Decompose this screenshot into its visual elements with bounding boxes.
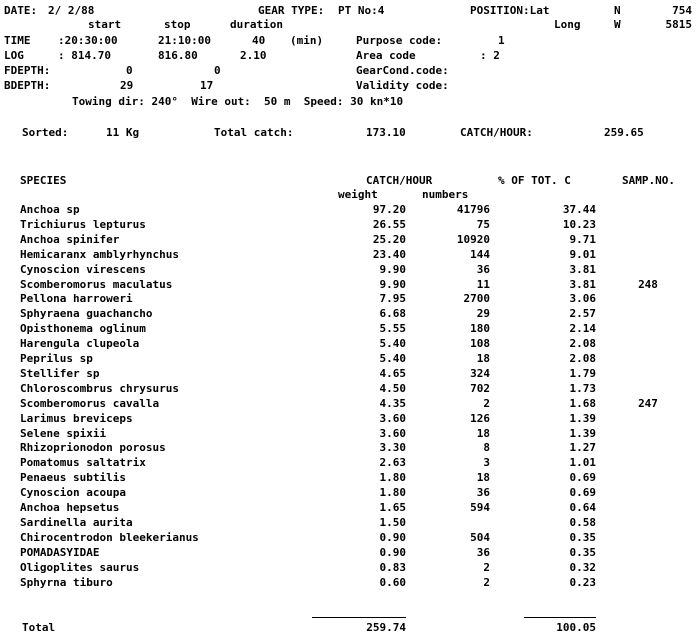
total-label: Total xyxy=(22,621,56,634)
numbers-cell: 75 xyxy=(476,218,490,231)
bdepth-stop: 17 xyxy=(200,79,214,92)
numbers-header: numbers xyxy=(422,188,469,201)
pct-cell: 0.58 xyxy=(569,516,596,529)
numbers-cell: 8 xyxy=(483,441,490,454)
species-cell: Sphyraena guachancho xyxy=(20,307,153,320)
numbers-cell: 324 xyxy=(470,367,490,380)
numbers-cell: 2 xyxy=(483,561,490,574)
fdepth-label: FDEPTH: xyxy=(4,64,51,77)
log-stop: 816.80 xyxy=(158,49,198,62)
species-cell: Trichiurus lepturus xyxy=(20,218,146,231)
species-header: SPECIES xyxy=(20,174,67,187)
species-cell: Stellifer sp xyxy=(20,367,100,380)
towing-line: Towing dir: 240° Wire out: 50 m Speed: 30 kn*10 xyxy=(72,95,404,108)
numbers-cell: 18 xyxy=(476,471,490,484)
pct-cell: 2.08 xyxy=(569,337,596,350)
weight-cell: 4.65 xyxy=(379,367,406,380)
total-weight: 259.74 xyxy=(366,621,406,634)
pct-cell: 9.01 xyxy=(569,248,596,261)
numbers-cell: 18 xyxy=(476,427,490,440)
pct-cell: 1.01 xyxy=(569,456,596,469)
long-hemisphere: W xyxy=(614,18,621,31)
numbers-cell: 180 xyxy=(470,322,490,335)
total-pct: 100.05 xyxy=(556,621,596,634)
species-cell: Pomatomus saltatrix xyxy=(20,456,146,469)
samp-cell: 248 xyxy=(638,278,658,291)
species-cell: Pellona harroweri xyxy=(20,292,133,305)
species-cell: Harengula clupeola xyxy=(20,337,140,350)
weight-cell: 1.65 xyxy=(379,501,406,514)
bdepth-start: 29 xyxy=(120,79,134,92)
area-label: Area code xyxy=(356,49,416,62)
species-cell: Larimus breviceps xyxy=(20,412,133,425)
pct-cell: 0.23 xyxy=(569,576,596,589)
weight-cell: 3.30 xyxy=(379,441,406,454)
weight-cell: 1.80 xyxy=(379,486,406,499)
weight-cell: 2.63 xyxy=(379,456,406,469)
weight-cell: 9.90 xyxy=(379,278,406,291)
species-cell: Chirocentrodon bleekerianus xyxy=(20,531,199,544)
species-cell: Rhizoprionodon porosus xyxy=(20,441,166,454)
pct-cell: 1.68 xyxy=(569,397,596,410)
pct-cell: 0.32 xyxy=(569,561,596,574)
samp-header: SAMP.NO. xyxy=(622,174,675,187)
pct-cell: 2.08 xyxy=(569,352,596,365)
pct-cell: 3.06 xyxy=(569,292,596,305)
numbers-cell: 10920 xyxy=(456,233,490,246)
weight-cell: 6.68 xyxy=(379,307,406,320)
species-cell: POMADASYIDAE xyxy=(20,546,100,559)
species-cell: Anchoa sp xyxy=(20,203,80,216)
weight-cell: 23.40 xyxy=(372,248,406,261)
species-cell: Cynoscion acoupa xyxy=(20,486,126,499)
species-cell: Oligoplites saurus xyxy=(20,561,140,574)
weight-cell: 5.55 xyxy=(379,322,406,335)
date-value: 2/ 2/88 xyxy=(48,4,95,17)
weight-cell: 5.40 xyxy=(379,352,406,365)
weight-cell: 3.60 xyxy=(379,427,406,440)
pct-cell: 10.23 xyxy=(562,218,596,231)
pct-cell: 0.35 xyxy=(569,531,596,544)
pct-cell: 0.35 xyxy=(569,546,596,559)
numbers-cell: 3 xyxy=(483,456,490,469)
col-stop-header: stop xyxy=(164,18,191,31)
weight-cell: 7.95 xyxy=(379,292,406,305)
species-cell: Scomberomorus cavalla xyxy=(20,397,160,410)
sorted-label: Sorted: xyxy=(22,126,69,139)
time-stop: 21:10:00 xyxy=(158,34,211,47)
weight-cell: 5.40 xyxy=(379,337,406,350)
weight-cell: 4.50 xyxy=(379,382,406,395)
long-value: 5815 xyxy=(665,18,692,31)
time-duration: 40 xyxy=(252,34,266,47)
numbers-cell: 504 xyxy=(470,531,490,544)
fdepth-stop: 0 xyxy=(214,64,221,77)
col-duration-header: duration xyxy=(230,18,283,31)
pct-cell: 0.69 xyxy=(569,486,596,499)
sorted-value: 11 Kg xyxy=(106,126,140,139)
purpose-value: 1 xyxy=(498,34,505,47)
weight-cell: 25.20 xyxy=(372,233,406,246)
samp-cell: 247 xyxy=(638,397,658,410)
species-cell: Hemicaranx amblyrhynchus xyxy=(20,248,179,261)
catch-hour-header: CATCH/HOUR xyxy=(366,174,433,187)
lat-value: 754 xyxy=(672,4,692,17)
pct-cell: 1.73 xyxy=(569,382,596,395)
catch-hour-label: CATCH/HOUR: xyxy=(460,126,533,139)
pct-cell: 3.81 xyxy=(569,278,596,291)
bdepth-label: BDEPTH: xyxy=(4,79,51,92)
pct-cell: 0.69 xyxy=(569,471,596,484)
numbers-cell: 11 xyxy=(476,278,490,291)
pct-total-rule xyxy=(524,617,596,618)
col-start-header: start xyxy=(88,18,122,31)
weight-total-rule xyxy=(312,617,406,618)
total-catch-value: 173.10 xyxy=(366,126,406,139)
time-label: TIME xyxy=(4,34,31,47)
species-cell: Anchoa spinifer xyxy=(20,233,120,246)
pct-cell: 1.39 xyxy=(569,427,596,440)
numbers-cell: 36 xyxy=(476,486,490,499)
numbers-cell: 2700 xyxy=(463,292,490,305)
numbers-cell: 702 xyxy=(470,382,490,395)
numbers-cell: 41796 xyxy=(456,203,490,216)
species-cell: Penaeus subtilis xyxy=(20,471,126,484)
numbers-cell: 36 xyxy=(476,263,490,276)
weight-cell: 0.83 xyxy=(379,561,406,574)
fdepth-start: 0 xyxy=(126,64,133,77)
time-start: :20:30:00 xyxy=(58,34,118,47)
pct-cell: 2.57 xyxy=(569,307,596,320)
gear-type-label: GEAR TYPE: xyxy=(258,4,325,17)
species-cell: Peprilus sp xyxy=(20,352,93,365)
species-cell: Cynoscion virescens xyxy=(20,263,146,276)
weight-cell: 1.80 xyxy=(379,471,406,484)
numbers-cell: 594 xyxy=(470,501,490,514)
species-cell: Sphyrna tiburo xyxy=(20,576,113,589)
species-cell: Opisthonema oglinum xyxy=(20,322,146,335)
long-label: Long xyxy=(554,18,581,31)
species-cell: Chloroscombrus chrysurus xyxy=(20,382,179,395)
pct-cell: 9.71 xyxy=(569,233,596,246)
species-cell: Anchoa hepsetus xyxy=(20,501,120,514)
weight-cell: 26.55 xyxy=(372,218,406,231)
numbers-cell: 29 xyxy=(476,307,490,320)
gear-type-value: PT No:4 xyxy=(338,4,385,17)
weight-cell: 0.90 xyxy=(379,531,406,544)
pct-cell: 1.39 xyxy=(569,412,596,425)
lat-hemisphere: N xyxy=(614,4,621,17)
weight-cell: 0.90 xyxy=(379,546,406,559)
gearcond-label: GearCond.code: xyxy=(356,64,449,77)
log-label: LOG xyxy=(4,49,24,62)
species-cell: Selene spixii xyxy=(20,427,107,440)
position-label: POSITION:Lat xyxy=(470,4,550,17)
numbers-cell: 18 xyxy=(476,352,490,365)
area-value: : 2 xyxy=(480,49,500,62)
pct-cell: 0.64 xyxy=(569,501,596,514)
species-cell: Scomberomorus maculatus xyxy=(20,278,173,291)
weight-cell: 1.50 xyxy=(379,516,406,529)
weight-cell: 9.90 xyxy=(379,263,406,276)
numbers-cell: 2 xyxy=(483,397,490,410)
weight-cell: 4.35 xyxy=(379,397,406,410)
time-unit: (min) xyxy=(290,34,324,47)
pct-header: % OF TOT. C xyxy=(498,174,571,187)
date-label: DATE: xyxy=(4,4,38,17)
purpose-label: Purpose code: xyxy=(356,34,443,47)
pct-cell: 1.27 xyxy=(569,441,596,454)
numbers-cell: 126 xyxy=(470,412,490,425)
log-duration: 2.10 xyxy=(240,49,267,62)
pct-cell: 2.14 xyxy=(569,322,596,335)
pct-cell: 37.44 xyxy=(562,203,596,216)
weight-cell: 97.20 xyxy=(372,203,406,216)
total-catch-label: Total catch: xyxy=(214,126,294,139)
log-start: : 814.70 xyxy=(58,49,111,62)
numbers-cell: 36 xyxy=(476,546,490,559)
validity-label: Validity code: xyxy=(356,79,449,92)
numbers-cell: 144 xyxy=(470,248,490,261)
numbers-cell: 108 xyxy=(470,337,490,350)
pct-cell: 3.81 xyxy=(569,263,596,276)
species-cell: Sardinella aurita xyxy=(20,516,133,529)
catch-hour-value: 259.65 xyxy=(604,126,644,139)
numbers-cell: 2 xyxy=(483,576,490,589)
pct-cell: 1.79 xyxy=(569,367,596,380)
weight-header: weight xyxy=(338,188,378,201)
weight-cell: 3.60 xyxy=(379,412,406,425)
weight-cell: 0.60 xyxy=(379,576,406,589)
